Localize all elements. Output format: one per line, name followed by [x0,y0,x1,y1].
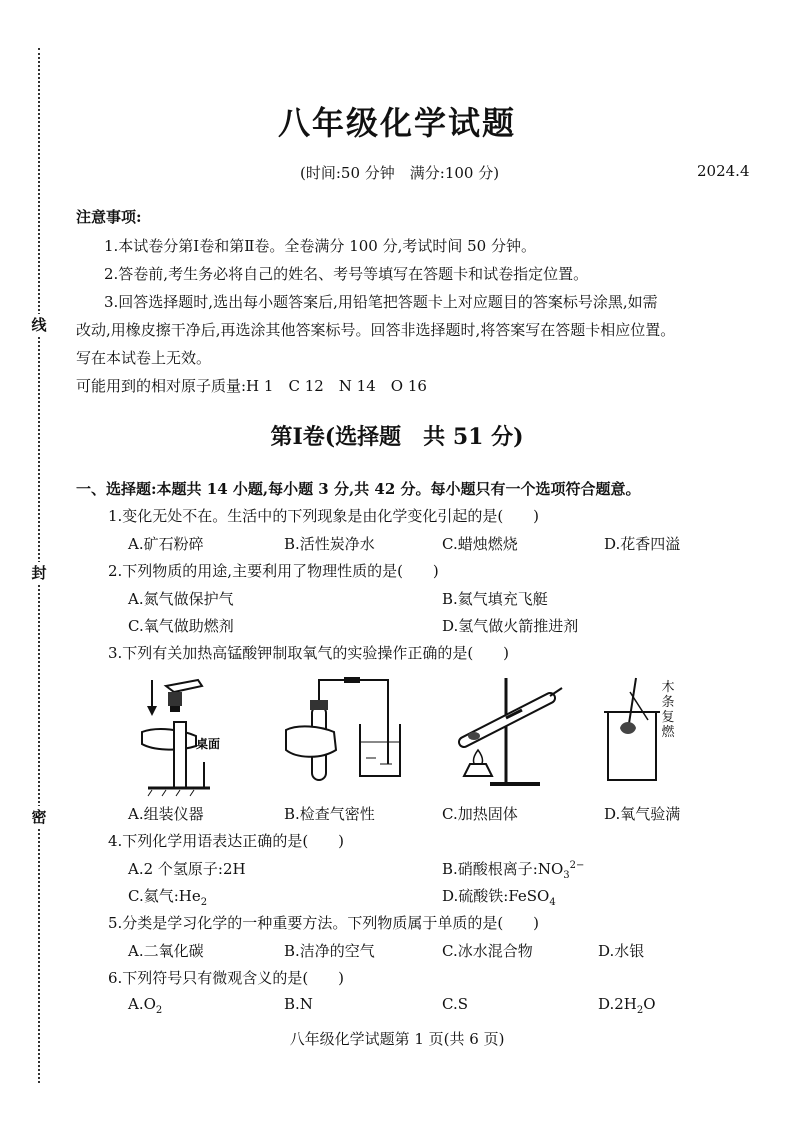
q5-stem: 5.分类是学习化学的一种重要方法。下列物质属于单质的是( ) [108,914,540,932]
q2-option-b: B.氦气填充飞艇 [442,590,548,608]
q5-option-c: C.冰水混合物 [442,942,533,960]
q6-option-a: $A.O_2$ [128,995,163,1016]
binding-char-mi: 密 [28,806,50,828]
desk-label: 桌面 [196,737,221,751]
q4-option-b: B.硝酸根离子$:NO_3^{2-}$ [442,860,585,881]
figure-heating-solid [450,672,570,792]
q1-stem: 1.变化无处不在。生活中的下列现象是由化学变化引起的是( ) [108,507,540,525]
q1-option-c: C.蜡烛燃烧 [442,535,518,553]
q4-option-c: C.氦气$:He_2$ [128,887,208,908]
q5-option-b: B.洁净的空气 [284,942,375,960]
note-1: 1.本试卷分第Ⅰ卷和第Ⅱ卷。全卷满分 100 分,考试时间 50 分钟。 [104,237,536,255]
note-3c: 写在本试卷上无效。 [76,349,212,367]
q4-option-d: D.硫酸铁:FeSO$_4$ [442,887,556,908]
note-3a: 3.回答选择题时,选出每小题答案后,用铅笔把答题卡上对应题目的答案标号涂黑,如需 [104,293,658,311]
q5-option-a: A.二氧化碳 [128,942,204,960]
q1-option-b: B.活性炭净水 [284,535,375,553]
page-footer: 八年级化学试题第 1 页(共 6 页) [289,1030,505,1048]
figure-assemble-apparatus [138,672,248,792]
exam-title: 八年级化学试题 [277,104,516,142]
binding-char-feng: 封 [28,562,50,584]
exam-date: 2024.4 [697,162,750,180]
q2-option-d: D.氢气做火箭推进剂 [442,617,579,635]
q6-option-d: $D.2H_2O$ [598,995,656,1016]
q5-option-d: D.水银 [598,942,645,960]
q2-option-c: C.氧气做助燃剂 [128,617,234,635]
q6-option-c: C.S [442,995,468,1013]
q2-stem: 2.下列物质的用途,主要利用了物理性质的是( ) [108,562,439,580]
q3-option-d: D.氧气验满 [604,805,681,823]
q6-option-b: B.N [284,995,313,1013]
note-2: 2.答卷前,考生务必将自己的姓名、考号等填写在答题卡和试卷指定位置。 [104,265,589,283]
q3-stem: 3.下列有关加热高锰酸钾制取氧气的实验操作正确的是( ) [108,644,510,662]
q2-option-a: A.氮气做保护气 [128,590,234,608]
note-3b: 改动,用橡皮擦干净后,再选涂其他答案标号。回答非选择题时,将答案写在答题卡相应位置。 [76,321,676,339]
q4-option-a: A.2 个氢原子:2H [128,860,246,878]
q1-option-a: A.矿石粉碎 [128,535,204,553]
figure-oxygen-test [600,672,700,792]
atomic-mass-note: 可能用到的相对原子质量:H 1 C 12 N 14 O 16 [76,377,427,395]
q4-stem: 4.下列化学用语表达正确的是( ) [108,832,345,850]
exam-duration-score: (时间:50 分钟 满分:100 分) [300,164,500,182]
wood-stick-label: 木条复燃 [661,680,675,740]
q3-option-b: B.检查气密性 [284,805,375,823]
part1-heading: 一、选择题:本题共 14 小题,每小题 3 分,共 42 分。每小题只有一个选项符合题意。 [76,480,641,498]
q6-stem: 6.下列符号只有微观含义的是( ) [108,969,345,987]
notes-heading: 注意事项: [76,208,142,226]
figure-airtightness-check [280,672,410,792]
section-title: 第Ⅰ卷(选择题 共 51 分) [270,424,524,450]
q3-option-c: C.加热固体 [442,805,518,823]
binding-char-xian: 线 [28,314,50,336]
q3-option-a: A.组装仪器 [128,805,204,823]
q1-option-d: D.花香四溢 [604,535,681,553]
